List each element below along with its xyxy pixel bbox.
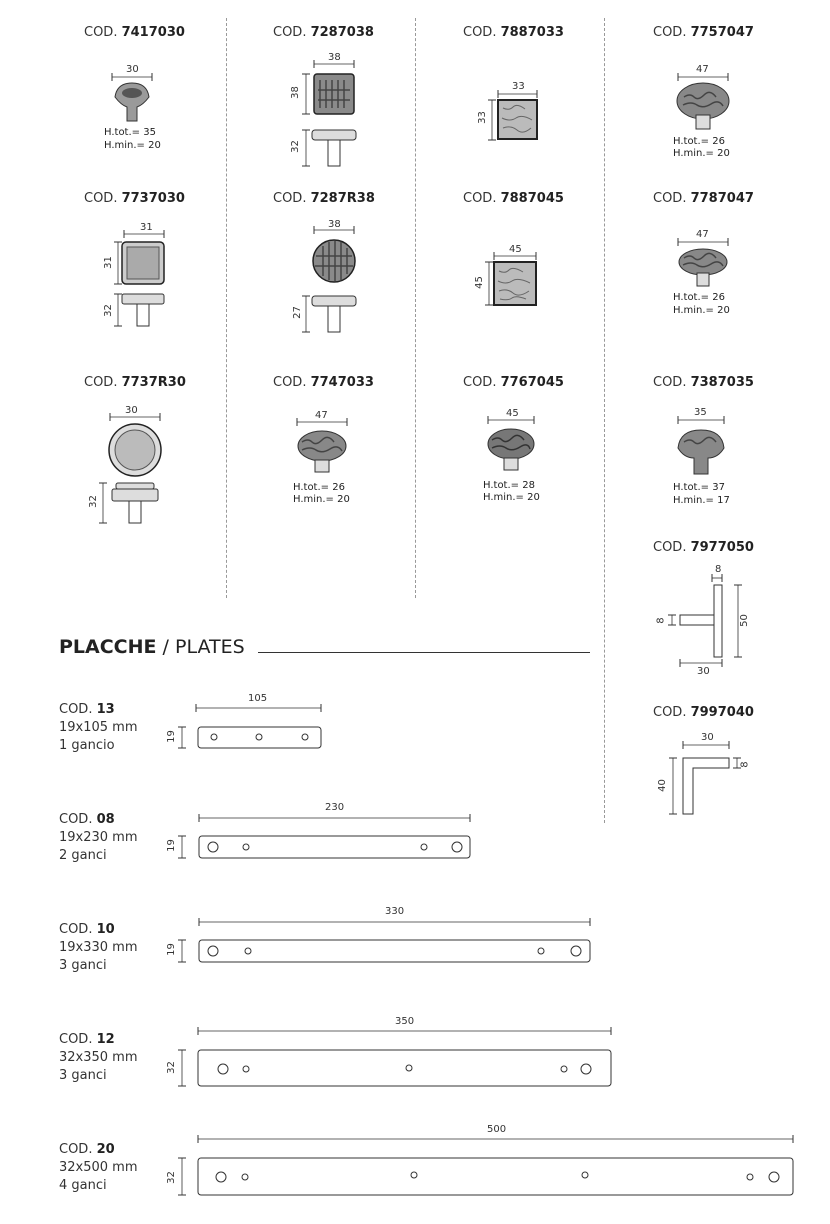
product-code: COD. 7287R38 [273,191,375,206]
plate-height: 32 [165,1061,177,1074]
plate-info: COD. 13 19x105 mm 1 gancio [59,702,138,753]
dim-width: 31 [140,222,153,233]
handle-7997040-drawing [665,742,755,822]
product-code: COD. 7737R30 [84,375,186,390]
height-total: H.tot.= 26 [673,292,725,303]
dim-width: 47 [696,229,709,240]
knob-7737R30-drawing [100,413,180,528]
height-min: H.min.= 20 [483,492,540,503]
product-code: COD. 7287038 [273,25,374,40]
height-total: H.tot.= 37 [673,482,725,493]
dim-width: 47 [315,410,328,421]
dim-left: 40 [656,779,668,792]
dim-right: 50 [738,614,750,627]
dim-height: 33 [476,111,488,124]
dim-bottom: 30 [697,666,710,677]
plate-20-drawing [180,1136,800,1201]
height-min: H.min.= 17 [673,495,730,506]
plate-height: 19 [165,730,177,743]
plate-height: 19 [165,839,177,852]
plate-length: 230 [325,802,345,813]
plate-height: 19 [165,943,177,956]
dim-height: 38 [289,86,301,99]
product-code: COD. 7757047 [653,25,754,40]
section-rule [258,652,590,653]
dim-height: 45 [473,276,485,289]
knob-7287038-drawing [290,60,370,170]
section-title: PLACCHE / PLATES [59,636,245,658]
height-total: H.tot.= 35 [104,127,156,138]
height-total: H.tot.= 28 [483,480,535,491]
knob-7887033-drawing [485,90,545,150]
knob-7787047-drawing [670,240,740,290]
knob-7747033-drawing [290,420,360,480]
product-code: COD. 7887033 [463,25,564,40]
product-code: COD. 7417030 [84,25,185,40]
dim-base: 32 [289,140,301,153]
plate-info: COD. 20 32x500 mm 4 ganci [59,1142,138,1193]
height-min: H.min.= 20 [673,148,730,159]
plate-height: 32 [165,1171,177,1184]
divider-2 [415,18,416,598]
knob-7757047-drawing [670,75,740,135]
height-total: H.tot.= 26 [293,482,345,493]
knob-7417030-drawing [105,75,165,125]
knob-7767045-drawing [480,418,550,478]
product-code: COD. 7887045 [463,191,564,206]
plate-length: 105 [248,693,268,704]
plate-info: COD. 10 19x330 mm 3 ganci [59,922,138,973]
product-code: COD. 7767045 [463,375,564,390]
dim-right: 8 [739,761,751,768]
dim-top: 8 [715,564,722,575]
dim-base: 27 [291,306,303,319]
product-code: COD. 7787047 [653,191,754,206]
dim-top: 30 [701,732,714,743]
divider-1 [226,18,227,598]
height-min: H.min.= 20 [293,494,350,505]
knob-7387035-drawing [670,418,740,483]
dim-width: 38 [328,219,341,230]
plate-length: 330 [385,906,405,917]
dim-left: 8 [655,617,667,624]
plate-08-drawing [180,815,480,865]
knob-7887045-drawing [480,253,550,313]
plate-13-drawing [180,705,330,755]
dim-width: 33 [512,81,525,92]
dim-width: 45 [509,244,522,255]
handle-7977050-drawing [660,575,750,670]
plate-length: 350 [395,1016,415,1027]
plate-info: COD. 12 32x350 mm 3 ganci [59,1032,138,1083]
product-code: COD. 7997040 [653,705,754,720]
product-code: COD. 7387035 [653,375,754,390]
divider-3 [604,18,605,823]
height-min: H.min.= 20 [673,305,730,316]
product-code: COD. 7977050 [653,540,754,555]
dim-width: 47 [696,64,709,75]
dim-width: 30 [126,64,139,75]
dim-base: 32 [87,495,99,508]
dim-height: 31 [102,256,114,269]
plate-length: 500 [487,1124,507,1135]
dim-base: 32 [102,304,114,317]
dim-width: 30 [125,405,138,416]
height-total: H.tot.= 26 [673,136,725,147]
plate-info: COD. 08 19x230 mm 2 ganci [59,812,138,863]
height-min: H.min.= 20 [104,140,161,151]
dim-width: 45 [506,408,519,419]
product-code: COD. 7747033 [273,375,374,390]
plate-10-drawing [180,919,600,969]
dim-width: 38 [328,52,341,63]
dim-width: 35 [694,407,707,418]
plate-12-drawing [180,1028,620,1093]
knob-7287R38-drawing [290,226,370,336]
product-code: COD. 7737030 [84,191,185,206]
